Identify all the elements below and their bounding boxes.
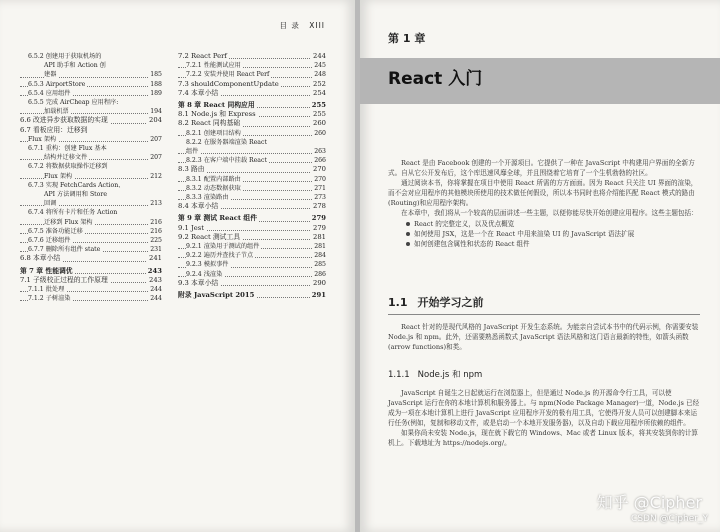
toc-entry (20, 267, 162, 276)
toc-entry (20, 89, 162, 98)
toc-entry-title: 9.2.3 模拟事件 (186, 261, 229, 269)
toc-entry-page: 285 (314, 261, 326, 269)
toc-entry-title: API 助手和 Action 创 (44, 62, 106, 70)
toc-entry-title: 6.5.2 创建用于获取机场的 (28, 53, 102, 60)
intro-paragraph: 通过阅读本书，你将掌握在项目中使用 React 所需的方方面面。因为 React 只关注 UI 界面的渲染，而不会对应用程序的其他模块所使用的技术做任何假设，所以本书同时也将介绍能匹配 React 模式的路由(Routing)和应用程序架构。 (388, 179, 698, 207)
section-rule (388, 314, 700, 315)
section-body (388, 322, 700, 352)
toc-entry-title: 6.5.4 应用组件 (28, 89, 71, 97)
toc-entry-title: 加载机票 (44, 108, 69, 116)
toc-entry-page: 213 (150, 200, 162, 208)
toc-entry (20, 144, 162, 153)
csdn-watermark: CSDN @Cipher_Y (631, 514, 708, 524)
zhihu-watermark: 知乎 @Cipher (596, 493, 702, 512)
toc-entry (20, 294, 162, 303)
toc-entry-title: 8.3.3 渲染路由 (186, 194, 229, 202)
toc-entry (178, 224, 326, 233)
subsection-heading (388, 368, 482, 380)
toc-entry-page: 278 (313, 202, 326, 211)
toc-entry-page: 243 (149, 275, 162, 284)
toc-entry-title: 6.5.5 完成 AirCheap 应用程序: (28, 99, 119, 107)
toc-entry-title: 8.1 Node.js 和 Express (178, 110, 256, 119)
toc-entry (20, 116, 162, 125)
toc-entry (178, 202, 326, 211)
toc-entry (20, 208, 162, 217)
toc-entry-title: 8.2 React 同构基础 (178, 119, 241, 128)
toc-entry-page: 207 (150, 154, 162, 162)
toc-entry (20, 227, 162, 236)
toc-entry-title: 7.2.2 安装并使用 React Perf (186, 71, 270, 79)
toc-entry-page: 290 (313, 278, 326, 287)
toc-entry (20, 162, 162, 171)
toc-entry-title: 9.2.4 浅渲染 (186, 270, 223, 278)
subsection-paragraph: 如果你尚未安装 Node.js，现在就下载它的 Windows、Mac 或者 Linux 版本，将其安装到你的计算机上。下载地址为 https://nodejs.org/。 (388, 429, 698, 447)
toc-entry (20, 254, 162, 263)
toc-entry-page: 207 (150, 135, 162, 143)
toc-entry-page: 281 (314, 243, 326, 251)
toc-entry-title: 6.7.1 重构：创建 Flux 基本 (28, 145, 107, 153)
toc-entry-page: 212 (150, 172, 162, 180)
intro-paragraph: 在本章中，我们将从一个较高的层面讲述一些主题，以便你能尽快开始创建应用程序。这些主题包括： (401, 209, 698, 217)
toc-entry-title: 6.6 改进异步获取数据的实现 (20, 116, 108, 125)
toc-entry-title: 7.1.1 批处理 (28, 286, 65, 294)
toc-entry-page: 252 (313, 79, 326, 88)
toc-entry-page: 286 (314, 270, 326, 278)
intro-paragraph: React 是由 Facebook 创建的一个开源项目。它提供了一种在 JavaScript 中构建用户界面的全新方式。自从它公开发布后，这个库迅速风靡全球，并且围绕着它培育了一个生机勃勃的社区。 (388, 159, 695, 177)
toc-entry-title: 8.3 路由 (178, 165, 205, 174)
toc-entry (178, 61, 326, 70)
toc-entry (178, 270, 326, 279)
chapter-intro (388, 158, 700, 249)
toc-entry (178, 251, 326, 260)
toc-entry-page: 291 (311, 291, 326, 300)
toc-entry-title: Flux 架构 (44, 172, 73, 180)
toc-entry-title: 6.7.4 将所有卡片和任务 Action (28, 209, 118, 217)
toc-entry-page: 254 (313, 88, 326, 97)
toc-entry (178, 129, 326, 138)
right-page-chapter (360, 0, 720, 532)
toc-entry-title: 9.2.2 遍历并查找子节点 (186, 252, 254, 260)
list-item: 如何创建包含属性和状态的 React 组件 (406, 239, 700, 249)
toc-header-text: 目 录 (279, 21, 300, 30)
toc-entry (178, 214, 326, 223)
toc-entry-page: 260 (314, 129, 326, 137)
toc-entry-title: 7.1 子级校正过程的工作原理 (20, 275, 108, 284)
toc-running-header (273, 20, 325, 31)
toc-entry (20, 181, 162, 190)
toc-entry-page: 216 (150, 218, 162, 226)
toc-entry (178, 156, 326, 165)
toc-entry-title: 7.2 React Perf (178, 52, 227, 60)
toc-entry (20, 236, 162, 245)
toc-entry (178, 147, 326, 156)
toc-entry-title: 第 7 章 性能调优 (20, 266, 73, 275)
subsection-number: 1.1.1 (388, 370, 410, 380)
toc-entry-page: 241 (149, 254, 162, 263)
toc-entry-page: 243 (147, 266, 162, 275)
toc-entry (178, 70, 326, 79)
toc-entry-title: 6.7.3 实现 FetchCards Action、 (28, 181, 125, 189)
toc-entry (20, 199, 162, 208)
toc-entry-page: 270 (314, 175, 326, 183)
subsection-title: Node.js 和 npm (417, 370, 483, 380)
toc-header-page: XIII (309, 21, 325, 30)
toc-entry-title: 7.4 本章小结 (178, 88, 219, 97)
toc-entry (178, 233, 326, 242)
toc-entry-page: 245 (314, 62, 326, 70)
toc-entry (178, 80, 326, 89)
toc-entry-page: 231 (150, 246, 162, 254)
toc-entry-page: 225 (150, 237, 162, 245)
toc-entry-page: 244 (313, 52, 326, 60)
toc-entry-title: 6.7.7 删除所有组件 state (28, 246, 101, 254)
toc-entry (178, 291, 326, 300)
toc-entry-page: 244 (150, 286, 162, 294)
toc-entry (20, 172, 162, 181)
toc-entry-page: 188 (150, 80, 162, 88)
toc-entry-title: 7.2.1 性能测试应用 (186, 62, 241, 70)
toc-entry-page: 284 (314, 252, 326, 260)
toc-entry (178, 52, 326, 61)
toc-entry (20, 245, 162, 254)
toc-entry (20, 52, 162, 61)
toc-entry (178, 260, 326, 269)
toc-entry-page: 263 (314, 148, 326, 156)
toc-entry-page: 189 (150, 89, 162, 97)
toc-entry-title: 6.7.6 迁移组件 (28, 237, 71, 245)
toc-entry-page: 279 (311, 214, 326, 223)
toc-entry-title: 6.7 看板应用：迁移到 (20, 125, 88, 134)
toc-entry-title: 6.7.2 将数据获取操作迁移到 (28, 163, 108, 171)
toc-entry (178, 279, 326, 288)
toc-entry (20, 190, 162, 199)
toc-entry (20, 153, 162, 162)
toc-entry-title: 第 9 章 测试 React 组件 (178, 214, 257, 223)
toc-entry-title: 6.7.5 准备功能迁移 (28, 227, 83, 235)
toc-entry-page: 281 (313, 232, 326, 241)
toc-entry-title: 8.3.1 配置内部路由 (186, 175, 241, 183)
toc-entry-title: 7.1.2 子树渲染 (28, 295, 71, 303)
toc-entry-title: 建器 (44, 71, 57, 79)
toc-entry-page: 260 (313, 119, 326, 128)
toc-entry-title: 第 8 章 React 同构应用 (178, 101, 255, 110)
chapter-title: React 入门 (388, 69, 483, 89)
toc-entry-page: 185 (150, 71, 162, 79)
toc-entry (20, 218, 162, 227)
toc-entry (20, 98, 162, 107)
section-paragraph: React 针对的是现代风格的 JavaScript 开发生态系统。为能亲自尝试本书中的代码示例，你需要安装 Node.js 和 npm。此外，还需要熟悉函数式 JavaScript 语法风格和这门语言最新的特性，如箭头函数(arrow functions)和类。 (388, 323, 699, 351)
toc-column-right (178, 52, 326, 300)
left-page-toc (0, 0, 355, 532)
toc-entry-page: 255 (313, 110, 326, 119)
toc-entry (20, 70, 162, 79)
toc-entry-title: 8.2.1 创建项目结构 (186, 129, 241, 137)
chapter-label: 第 1 章 (388, 32, 426, 45)
toc-entry-page: 204 (149, 116, 162, 125)
toc-entry-title: Flux 架构 (28, 135, 57, 143)
list-item: React 的完整定义，以及优点概览 (406, 219, 700, 229)
section-heading (388, 294, 484, 310)
section-title: 开始学习之前 (417, 296, 484, 309)
toc-entry-page: 279 (313, 223, 326, 232)
toc-entry-title: 附录 JavaScript 2015 (178, 291, 255, 300)
toc-entry-page: 216 (150, 227, 162, 235)
toc-entry (20, 107, 162, 116)
toc-entry (178, 193, 326, 202)
toc-entry-page: 255 (311, 101, 326, 110)
toc-entry (178, 110, 326, 119)
toc-entry-page: 244 (150, 295, 162, 303)
toc-entry-title: 6.8 本章小结 (20, 254, 61, 263)
toc-entry-title: 9.1 Jest (178, 223, 204, 232)
toc-entry-title: 8.3.2 动态数据获取 (186, 184, 241, 192)
toc-entry-page: 248 (314, 71, 326, 79)
toc-entry (178, 119, 326, 128)
toc-entry (178, 138, 326, 147)
subsection-paragraph: JavaScript 自诞生之日起就运行在浏览器上，但是通过 Node.js 的开源命令行工具，可以使 JavaScript 运行在你的本地计算机和服务器上。与 npm(Node Package Manager)一道，Node.js 已经成为一项在本地计算机上进行 JavaScript 应用程序开发的极有用工具，它使得开发人员可以创建脚本来运行任务(例如，复制和移动文件，或是启动一个本地开发服务器)，以及自动下载应用程序所依赖的组件。 (388, 389, 700, 427)
toc-entry-page: 271 (314, 184, 326, 192)
toc-entry-title: API 方法调用和 Store (44, 191, 108, 199)
topic-list (406, 219, 700, 249)
toc-entry (178, 175, 326, 184)
toc-entry (20, 135, 162, 144)
toc-entry-title: 8.2.3 在客户端中挂载 React (186, 157, 267, 165)
toc-entry (178, 242, 326, 251)
toc-entry-title: 9.3 本章小结 (178, 278, 219, 287)
toc-entry-title: 组件 (186, 148, 199, 156)
toc-entry-title: 回调 (44, 200, 57, 208)
toc-entry (178, 89, 326, 98)
section-number: 1.1 (388, 296, 408, 309)
toc-entry-title: 9.2 React 测试工具 (178, 232, 241, 241)
toc-entry (20, 276, 162, 285)
toc-entry-page: 273 (314, 194, 326, 202)
toc-entry-title: 迁移到 Flux 架构 (44, 218, 93, 226)
toc-entry-title: 结构并迁移文件 (44, 154, 88, 162)
toc-column-left (20, 52, 162, 303)
toc-entry (20, 126, 162, 135)
toc-entry-title: 8.2.2 在服务器端渲染 React (186, 138, 267, 146)
toc-entry-title: 7.3 shouldComponentUpdate (178, 79, 279, 88)
toc-entry-title: 8.4 本章小结 (178, 202, 219, 211)
toc-entry-page: 270 (313, 165, 326, 174)
toc-entry (178, 184, 326, 193)
toc-entry (20, 80, 162, 89)
toc-entry-title: 9.2.1 渲染用于测试的组件 (186, 243, 260, 251)
toc-entry-page: 266 (314, 157, 326, 165)
toc-entry-title: 6.5.3 AirportStore (28, 80, 86, 88)
toc-entry (178, 165, 326, 174)
toc-entry-page: 194 (150, 108, 162, 116)
toc-entry (20, 285, 162, 294)
list-item: 如何使用 JSX，这是一个在 React 中用来渲染 UI 的 JavaScript 语法扩展 (406, 229, 700, 239)
subsection-body (388, 388, 700, 448)
toc-entry (178, 101, 326, 110)
toc-entry (20, 61, 162, 70)
